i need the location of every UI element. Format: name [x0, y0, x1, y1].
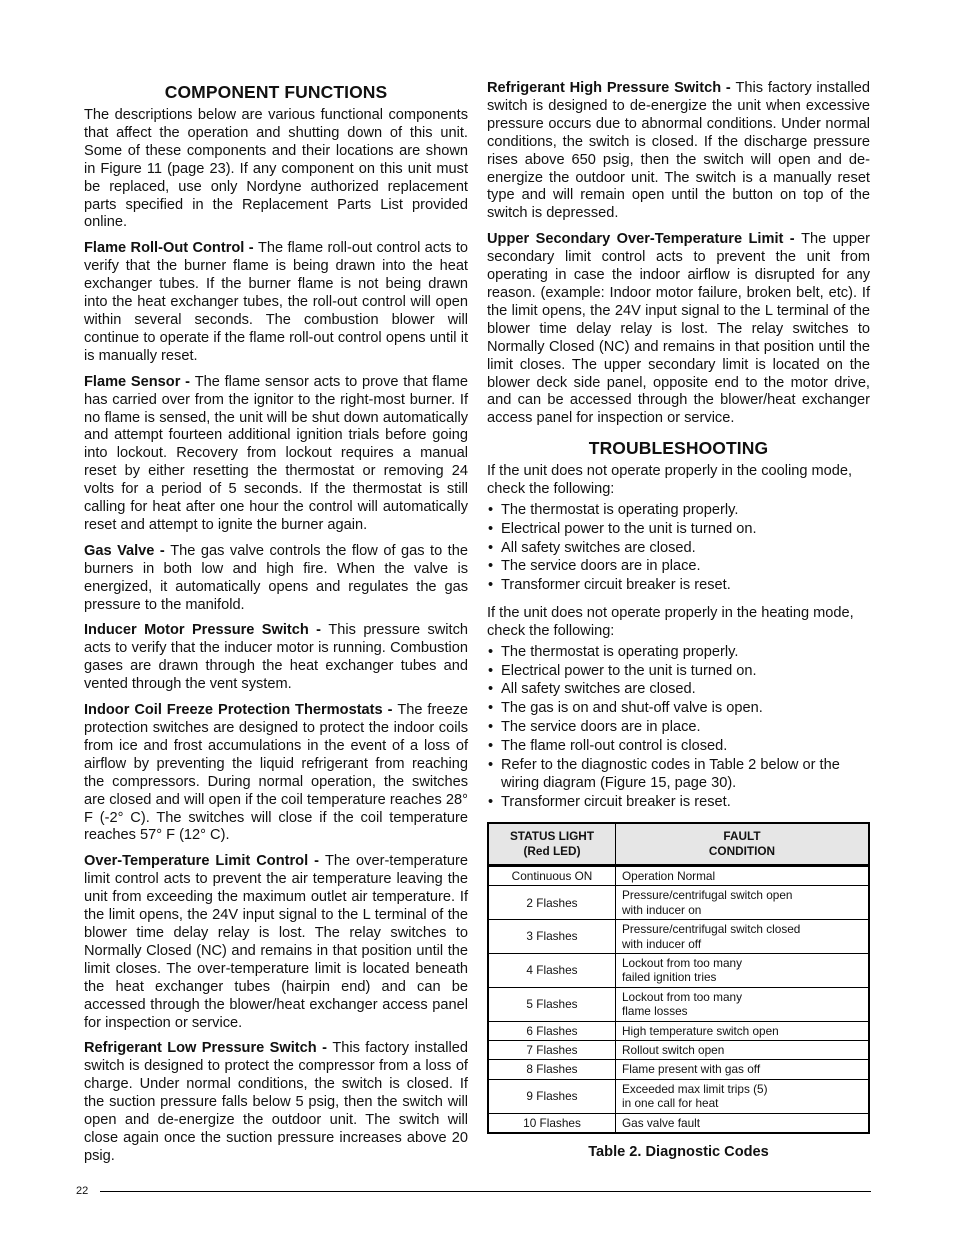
fault-text-line: in one call for heat [622, 1096, 719, 1111]
fault-text-line: High temperature switch open [622, 1023, 779, 1038]
component-description: This factory installed switch is designed to de-energize the unit when excessive pressure occurs due to abnormal conditions. Under normal conditions, the switch is closed. If the discharge pressure rises above 650 psig, then the switch will open and de-energize the outdoor unit. The switch is a manually reset type and will remain open until the button on top of the switch is depressed. [487, 80, 870, 222]
status-light-cell: 5 Flashes [488, 987, 616, 1021]
status-light-cell: 3 Flashes [488, 920, 616, 954]
checklist-item: • Transformer circuit breaker is reset. [487, 793, 870, 812]
component-description: The gas valve controls the flow of gas to the burners in both low and high fire. When the valve is energized, it automatically opens and regulates the gas pressure to the manifold. [84, 542, 468, 613]
component-term: Inducer Motor Pressure Switch - [84, 622, 329, 639]
fault-text-line: Lockout from too many [622, 956, 742, 971]
status-light-cell: 2 Flashes [488, 886, 616, 920]
checklist-item: • Electrical power to the unit is turned on. [487, 662, 870, 681]
heating-intro: If the unit does not operate properly in the heating mode, check the following: [487, 605, 854, 639]
checklist-item: • Electrical power to the unit is turned on. [487, 520, 870, 539]
table-row [488, 920, 869, 954]
component-paragraph [487, 80, 870, 223]
fault-text-line: Rollout switch open [622, 1043, 725, 1058]
component-paragraph [84, 622, 468, 694]
fault-condition-cell [616, 1113, 870, 1133]
component-description: The upper secondary limit control acts to prevent the unit from operating in case the indoor airflow is disrupted for any reason. (example: Indoor motor failure, broken belt, etc). If the limit opens, the 24V input signal to the L terminal of the blower time delay relay is lost. The relay switches to Normally Closed (NC) and remains in that position until the limit closes. The upper secondary limit is located on the blower deck side panel, opposite end to the motor drive, and can be accessed through the blower/heat exchanger access panel for inspection or service. [487, 231, 870, 427]
component-term: Gas Valve - [84, 542, 171, 559]
header-line: STATUS LIGHT [509, 829, 595, 843]
fault-text-line: Pressure/centrifugal switch open [622, 888, 793, 903]
status-light-cell: Continuous ON [488, 866, 616, 886]
cooling-intro: If the unit does not operate properly in the cooling mode, check the following: [487, 463, 853, 498]
heating-checklist [487, 643, 870, 812]
cooling-checklist [487, 501, 870, 595]
component-description: The freeze protection switches are designed to protect the indoor coils from ice and frost accumulations in the event of a loss of airflow by preventing the liquid refrigerant from reaching the compressors. During normal operation, the switches are closed and will open if the coil temperature reaches 28° F (-2° C). The switches will close if the coil temperature reaches 57° F (12° C). [84, 702, 468, 844]
status-light-header [488, 823, 616, 866]
fault-text-line: flame losses [622, 1004, 688, 1019]
fault-condition-cell [616, 1041, 870, 1060]
checklist-item: • All safety switches are closed. [487, 539, 870, 558]
fault-text-line: with inducer off [622, 936, 702, 951]
component-description: The flame sensor acts to prove that flame has carried over from the ignitor to the right-most burner. If no flame is sensed, the unit will be shut down automatically and attempt fourteen additional ignition trials before going into lockout. Recovery from lockout requires a manual reset by either resetting the thermostat or removing 24 volts for a period of 5 seconds. If the thermostat is still calling for heat after one hour the control will automatically reset and attempt to ignite the burner again. [84, 373, 468, 533]
fault-condition-header [616, 823, 870, 866]
checklist-item: • The thermostat is operating properly. [487, 501, 870, 520]
component-description: This pressure switch acts to verify that the inducer motor is running. Combustion gases are drawn through the heat exchanger tubes and vented through the vent system. [84, 622, 468, 693]
component-term: Indoor Coil Freeze Protection Thermostats - [84, 702, 398, 719]
intro-paragraph: The descriptions below are various functional components that affect the operation and shutting down of this unit. Some of these components and their locations are shown in Figure 11 (page 23). If any component on this unit must be replaced, use only Nordyne authorized replacement parts specified in the Replacement Parts List provided online. [84, 107, 468, 231]
checklist-item: • The thermostat is operating properly. [487, 643, 870, 662]
status-light-cell: 4 Flashes [488, 954, 616, 988]
component-term: Upper Secondary Over-Temperature Limit - [487, 231, 802, 248]
fault-text-line: Gas valve fault [622, 1115, 701, 1130]
checklist-item: • Transformer circuit breaker is reset. [487, 576, 870, 595]
diagnostic-codes-table [487, 822, 870, 1134]
header-line: FAULT [723, 829, 761, 843]
component-paragraph [84, 702, 468, 845]
left-column [84, 80, 468, 1174]
table-header-row [488, 823, 869, 866]
fault-condition-cell [616, 866, 870, 886]
component-paragraph [84, 853, 468, 1032]
fault-text-line: with inducer on [622, 902, 702, 917]
page-number: 22 [76, 1185, 89, 1197]
component-functions-heading: COMPONENT FUNCTIONS [164, 82, 388, 102]
checklist-item: • The service doors are in place. [487, 718, 870, 737]
component-description: The flame roll-out control acts to verify that the burner flame is being drawn into the heat exchanger tubes. If the burner flame is not being drawn into the heat exchanger tubes, the roll-out control will open within several seconds. The combustion blower will continue to operate if the flame roll-out control opens until it is manually reset. [84, 240, 468, 364]
component-term: Over-Temperature Limit Control - [84, 853, 325, 870]
status-light-cell: 6 Flashes [488, 1021, 616, 1040]
component-term: Refrigerant High Pressure Switch - [487, 80, 736, 96]
checklist-item: • The service doors are in place. [487, 557, 870, 576]
fault-text-line: Operation Normal [622, 869, 716, 883]
fault-condition-cell [616, 1079, 870, 1113]
status-light-cell: 8 Flashes [488, 1060, 616, 1079]
fault-text-line: failed ignition tries [622, 970, 717, 985]
table-row [488, 1021, 869, 1040]
component-list [84, 240, 468, 1165]
component-description: This factory installed switch is designed to protect the compressor from a loss of charge. Under normal conditions, the switch is closed. If the suction pressure falls below 5 psig, then the switch will open and de-energize the outdoor unit. The switch will close again once the suction pressure increases above 20 psig. [84, 1040, 468, 1164]
component-term: Refrigerant Low Pressure Switch - [84, 1040, 333, 1057]
component-list-continued [487, 80, 870, 428]
component-paragraph [84, 240, 468, 365]
fault-text-line: Pressure/centrifugal switch closed [622, 922, 801, 937]
right-column [487, 80, 870, 1160]
component-paragraph [487, 231, 870, 428]
component-paragraph [84, 543, 468, 615]
checklist-item: • The gas is on and shut-off valve is open. [487, 699, 870, 718]
fault-text-line: Lockout from too many [622, 989, 742, 1004]
status-light-cell: 9 Flashes [488, 1079, 616, 1113]
fault-condition-cell [616, 1021, 870, 1040]
footer-rule [100, 1191, 871, 1192]
fault-condition-cell [616, 920, 870, 954]
status-light-cell: 7 Flashes [488, 1041, 616, 1060]
fault-condition-cell [616, 886, 870, 920]
troubleshooting-heading: TROUBLESHOOTING [588, 438, 769, 459]
table-row [488, 886, 869, 920]
component-term: Flame Roll-Out Control - [84, 240, 258, 257]
fault-text-line: Exceeded max limit trips (5) [622, 1081, 768, 1096]
fault-condition-cell [616, 954, 870, 988]
table-row [488, 1113, 869, 1133]
table-row [488, 1060, 869, 1079]
checklist-item: • Refer to the diagnostic codes in Table 2 below or the wiring diagram (Figure 15, page 30). [487, 756, 870, 794]
table-row [488, 866, 869, 886]
checklist-item: • The flame roll-out control is closed. [487, 737, 870, 756]
header-line: (Red LED) [523, 844, 581, 858]
checklist-item: • All safety switches are closed. [487, 680, 870, 699]
component-paragraph [84, 374, 468, 535]
component-paragraph [84, 1040, 468, 1165]
header-line: CONDITION [708, 844, 776, 858]
table-row [488, 987, 869, 1021]
table-row [488, 1041, 869, 1060]
table-caption: Table 2. Diagnostic Codes [588, 1144, 769, 1161]
fault-text-line: Flame present with gas off [622, 1062, 761, 1077]
component-term: Flame Sensor - [84, 373, 195, 390]
table-row [488, 1079, 869, 1113]
fault-condition-cell [616, 1060, 870, 1079]
table-row [488, 954, 869, 988]
status-light-cell: 10 Flashes [488, 1113, 616, 1133]
component-description: The over-temperature limit control acts to prevent the air temperature leaving the unit from exceeding the maximum outlet air temperature. If the limit opens, the 24V input signal to the L terminal of the blower time delay relay is lost. The relay switches to Normally Closed (NC) and remains in that position until the limit closes. The over-temperature limit is located beneath the heat exchanger tubes (hairpin end) and can be accessed through the blower/heat exchanger access panel for inspection or service. [84, 853, 468, 1031]
fault-condition-cell [616, 987, 870, 1021]
